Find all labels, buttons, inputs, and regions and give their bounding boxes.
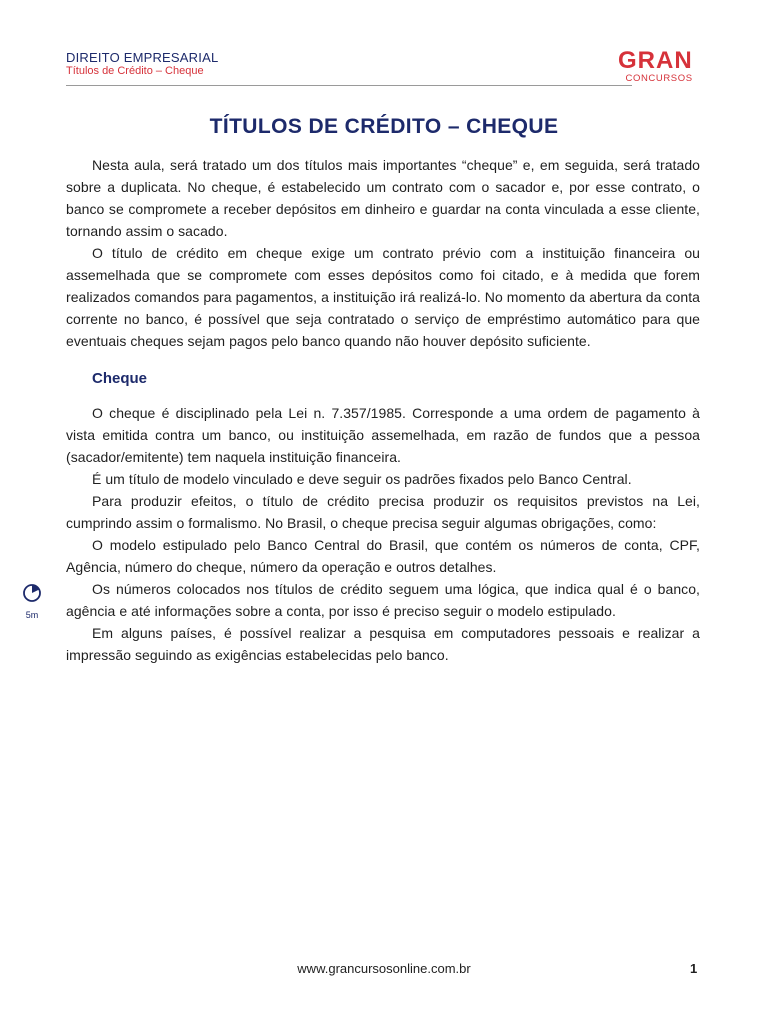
section-paragraph: É um título de modelo vinculado e deve seguir os padrões fixados pelo Banco Central.	[92, 471, 632, 487]
section-paragraph: Os números colocados nos títulos de crédito seguem uma lógica, que indica qual é o banco, agência e até informações sobre a conta, por isso é preciso seguir o modelo estipulado.	[66, 581, 700, 619]
gran-logo	[618, 47, 693, 84]
intro-paragraph: Nesta aula, será tratado um dos títulos mais importantes “cheque” e, em seguida, será tratado sobre a duplicata. No cheque, é estabelecido um contrato com o sacador e, por esse contrato, o banco se compromete a receber depósitos em dinheiro e guardar na conta vinculada a esse cliente, tornando assim o sacado.	[66, 157, 700, 239]
timer-icon	[22, 583, 42, 603]
section-paragraph: Para produzir efeitos, o título de crédito precisa produzir os requisitos previstos na Lei, cumprindo assim o formalismo. No Brasil, o cheque precisa seguir algumas obrigações, como:	[66, 493, 700, 531]
section-paragraph: O cheque é disciplinado pela Lei n. 7.357/1985. Corresponde a uma ordem de pagamento à vista emitida contra um banco, ou instituição assemelhada, em razão de fundos que a pessoa (sacador/emitente) tem naquela instituição financeira.	[66, 405, 700, 465]
header-divider	[66, 85, 632, 86]
section-paragraph: Em alguns países, é possível realizar a pesquisa em computadores pessoais e realizar a impressão seguindo as exigências estabelecidas pelo banco.	[66, 625, 700, 663]
document-body	[66, 154, 700, 666]
timer-label: 5m	[25, 610, 39, 620]
footer-url: www.grancursosonline.com.br	[297, 961, 471, 976]
logo-sub-text: CONCURSOS	[625, 73, 693, 84]
reading-timer	[22, 583, 42, 620]
subject-label: DIREITO EMPRESARIAL	[66, 50, 219, 65]
page-number: 1	[690, 961, 698, 976]
section-heading: Cheque	[92, 370, 148, 387]
logo-main-text: GRAN	[618, 47, 693, 74]
intro-paragraph: O título de crédito em cheque exige um contrato prévio com a instituição financeira ou assemelhada que se compromete com esses depósitos como foi citado, e à medida que forem realizados comandos para pagamentos, a instituição irá realizá-lo. No momento da abertura da conta corrente no banco, é possível que seja contratado o serviço de empréstimo automático para que eventuais cheques sejam pagos pelo banco quando não houver depósito suficiente.	[66, 245, 700, 349]
section-paragraph: O modelo estipulado pelo Banco Central do Brasil, que contém os números de conta, CPF, Agência, número do cheque, número da operação e outros detalhes.	[66, 537, 700, 575]
header-breadcrumb	[66, 51, 218, 77]
page-title: TÍTULOS DE CRÉDITO – CHEQUE	[209, 115, 559, 138]
topic-label: Títulos de Crédito – Cheque	[66, 65, 204, 77]
